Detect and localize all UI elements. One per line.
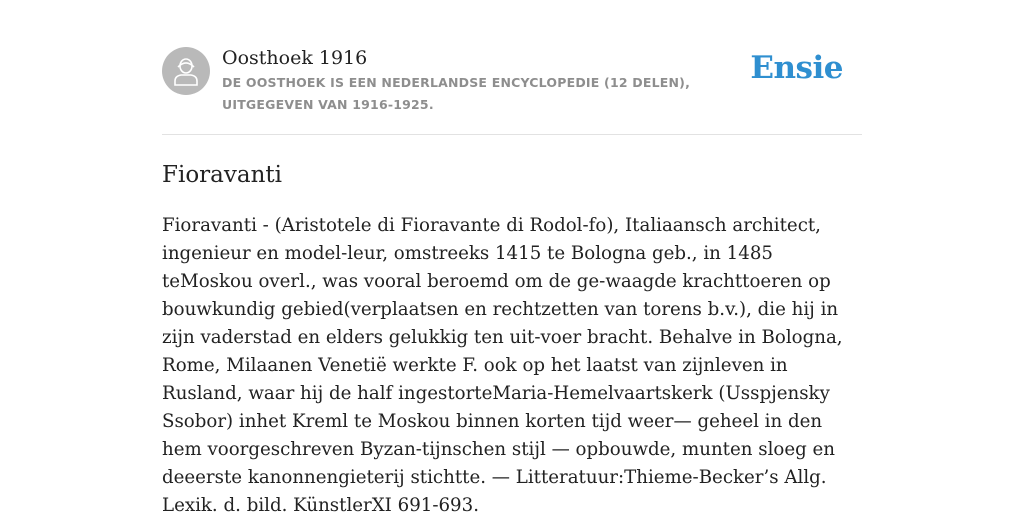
ensie-logo[interactable]: Ensie: [750, 50, 843, 86]
page-container: [162, 0, 862, 520]
source-description: DE OOSTHOEK IS EEN NEDERLANDSE ENCYCLOPEDIE (12 DELEN), UITGEGEVEN VAN 1916-1925.: [222, 75, 691, 112]
source-avatar: [162, 47, 210, 95]
article-title: Fioravanti: [162, 162, 282, 188]
article-body: Fioravanti - (Aristotele di Fioravante di Rodol-fo), Italiaansch architect, ingenieur en model-leur, omstreeks 1415 te Bologna geb., in 1485 teMoskou overl., was vooral beroemd om de ge-waagde krachttoeren op bouwkundig gebied(verplaatsen en rechtzetten van torens b.v.), die hij in zijn vaderstad en elders gelukkig ten uit-voer bracht. Behalve in Bologna, Rome, Milaanen Venetië werkte F. ook op het laatst van zijnleven in Rusland, waar hij de half ingestorteMaria-Hemelvaartskerk (Usspjensky Ssobor) inhet Kreml te Moskou binnen korten tijd weer— geheel in den hem voorgeschreven Byzan-tijnschen stijl — opbouwde, munten sloeg en deeerste kanonnengieterij stichtte. — Litteratuur:Thieme-Becker’s Allg. Lexik. d. bild. KünstlerXI 691-693.: [162, 215, 843, 516]
source-info: [222, 44, 762, 116]
source-name[interactable]: Oosthoek 1916: [222, 47, 368, 69]
user-icon: [172, 56, 200, 86]
source-header: [162, 0, 862, 135]
